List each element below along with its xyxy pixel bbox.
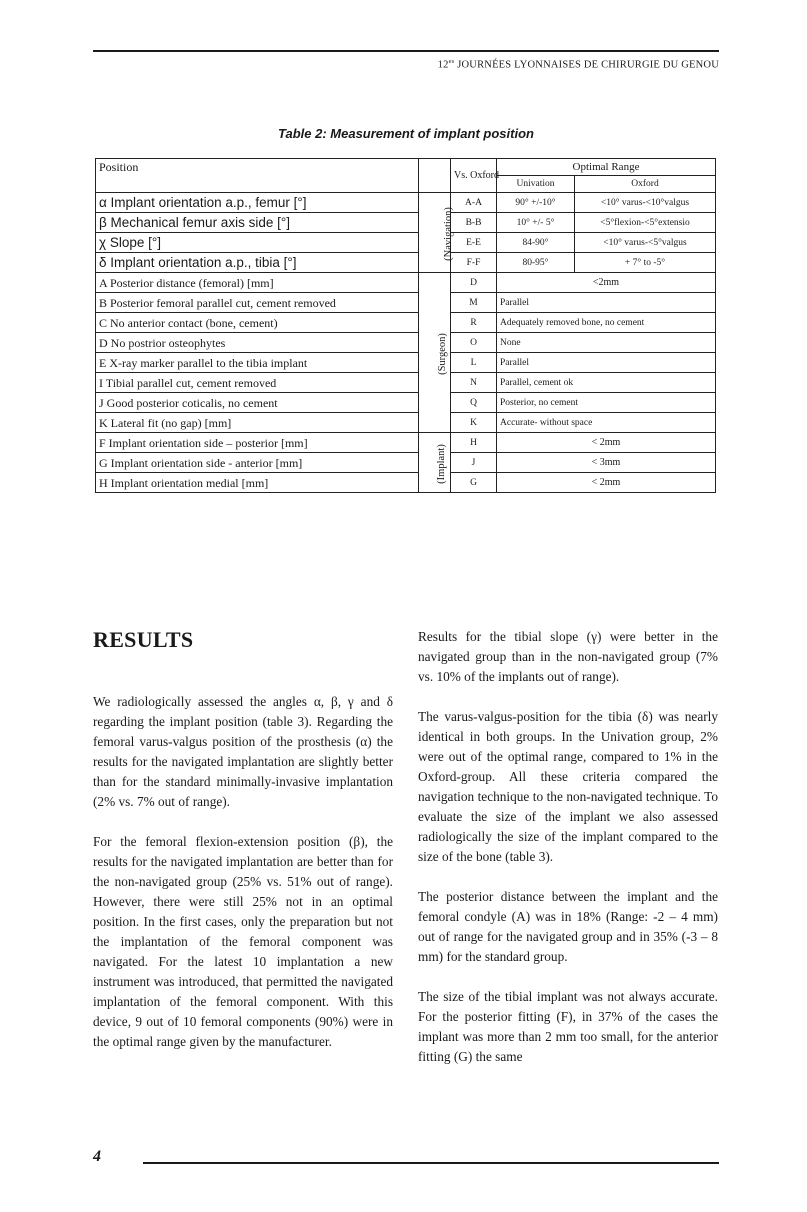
paragraph: For the femoral flexion-extension position (β), the results for the navigated implantation are better than for the non-navigated group (25% vs. 51% out of range). However, there were still 25% not in an optimal position. In the first cases, only the preparation but not the implantation of the femoral component was navigated. For the latest 10 implantation a new instrument was introduced, that permitted the navigated implantation of the femoral component. With this device, 9 out of 10 femoral components (90%) were in the optimal range given by the manufacturer. [93, 834, 393, 1049]
table-row: δ Implant orientation a.p., tibia [°] F-F 80-95° + 7° to -5° [96, 253, 716, 273]
section-title-results: RESULTS [93, 627, 194, 652]
paragraph: The posterior distance between the implant and the femoral condyle (A) was in 18% (Range: -2 – 4 mm) out of range for the navigated group and in 35% (-3 – 8 mm) for the standard group. [418, 889, 718, 964]
table-row: A Posterior distance (femoral) [mm] (Surgeon) D <2mm [96, 273, 716, 293]
table-row: D No postrior osteophytes O None [96, 333, 716, 353]
header-rule [93, 50, 719, 52]
table-row: H Implant orientation medial [mm] G < 2mm [96, 473, 716, 493]
header-group-blank [419, 159, 451, 193]
header-univation: Univation [497, 176, 575, 193]
header-vs-oxford: Vs. Oxford [451, 159, 497, 193]
page-number: 4 [93, 1148, 101, 1165]
implant-position-table [95, 158, 716, 493]
table-row: F Implant orientation side – posterior [mm] (Implant) H < 2mm [96, 433, 716, 453]
right-column [418, 627, 718, 1087]
paragraph: We radiologically assessed the angles α, β, γ and δ regarding the implant position (table 3). Regarding the femoral varus-valgus position of the prosthesis (α) the results for the navigated implantation are slightly better than for the standard minimally-invasive implantation (2% vs. 7% out of range). [93, 694, 393, 809]
header-position: Position [96, 159, 419, 193]
header-oxford: Oxford [575, 176, 716, 193]
table-row: χ Slope [°] E-E 84-90° <10° varus-<5°valgus [96, 233, 716, 253]
left-column [93, 692, 393, 1072]
table-row: β Mechanical femur axis side [°] B-B 10° +/- 5° <5°flexion-<5°extensio [96, 213, 716, 233]
table-row: G Implant orientation side - anterior [mm] J < 3mm [96, 453, 716, 473]
table-row: K Lateral fit (no gap) [mm] K Accurate- without space [96, 413, 716, 433]
table-row: J Good posterior coticalis, no cement Q Posterior, no cement [96, 393, 716, 413]
paragraph: The size of the tibial implant was not always accurate. For the posterior fitting (F), in 37% of the cases the implant was more than 2 mm too small, for the anterior fitting (G) the same [418, 989, 718, 1064]
table-caption: Table 2: Measurement of implant position [278, 126, 534, 141]
group-navigation: (Navigation) [419, 193, 451, 273]
paragraph: The varus-valgus-position for the tibia (δ) was nearly identical in both groups. In the Univation group, 2% were out of the optimal range, compared to 1% in the Oxford-group. All these criteria compared the navigation technique to the non-navigated technique. To evaluate the size of the implant we also assessed radiologically the size of the implant compared to the size of the bone (table 3). [418, 709, 718, 864]
group-implant: (Implant) [419, 433, 451, 493]
table-row: C No anterior contact (bone, cement) R Adequately removed bone, no cement [96, 313, 716, 333]
table-row: E X-ray marker parallel to the tibia implant L Parallel [96, 353, 716, 373]
group-surgeon: (Surgeon) [419, 273, 451, 433]
table-row: α Implant orientation a.p., femur [°] (Navigation) A-A 90° +/-10° <10° varus-<10°valgus [96, 193, 716, 213]
header-optimal-range: Optimal Range [497, 159, 716, 176]
table-row: B Posterior femoral parallel cut, cement removed M Parallel [96, 293, 716, 313]
paragraph: Results for the tibial slope (γ) were better in the navigated group than in the non-navigated group (7% vs. 10% of the implants out of range). [418, 629, 718, 684]
footer-rule [143, 1162, 719, 1164]
table-row: I Tibial parallel cut, cement removed N Parallel, cement ok [96, 373, 716, 393]
running-header: $12^{es}$ JOURNÉES LYONNAISES DE CHIRURGIE DU GENOU [437, 58, 719, 71]
